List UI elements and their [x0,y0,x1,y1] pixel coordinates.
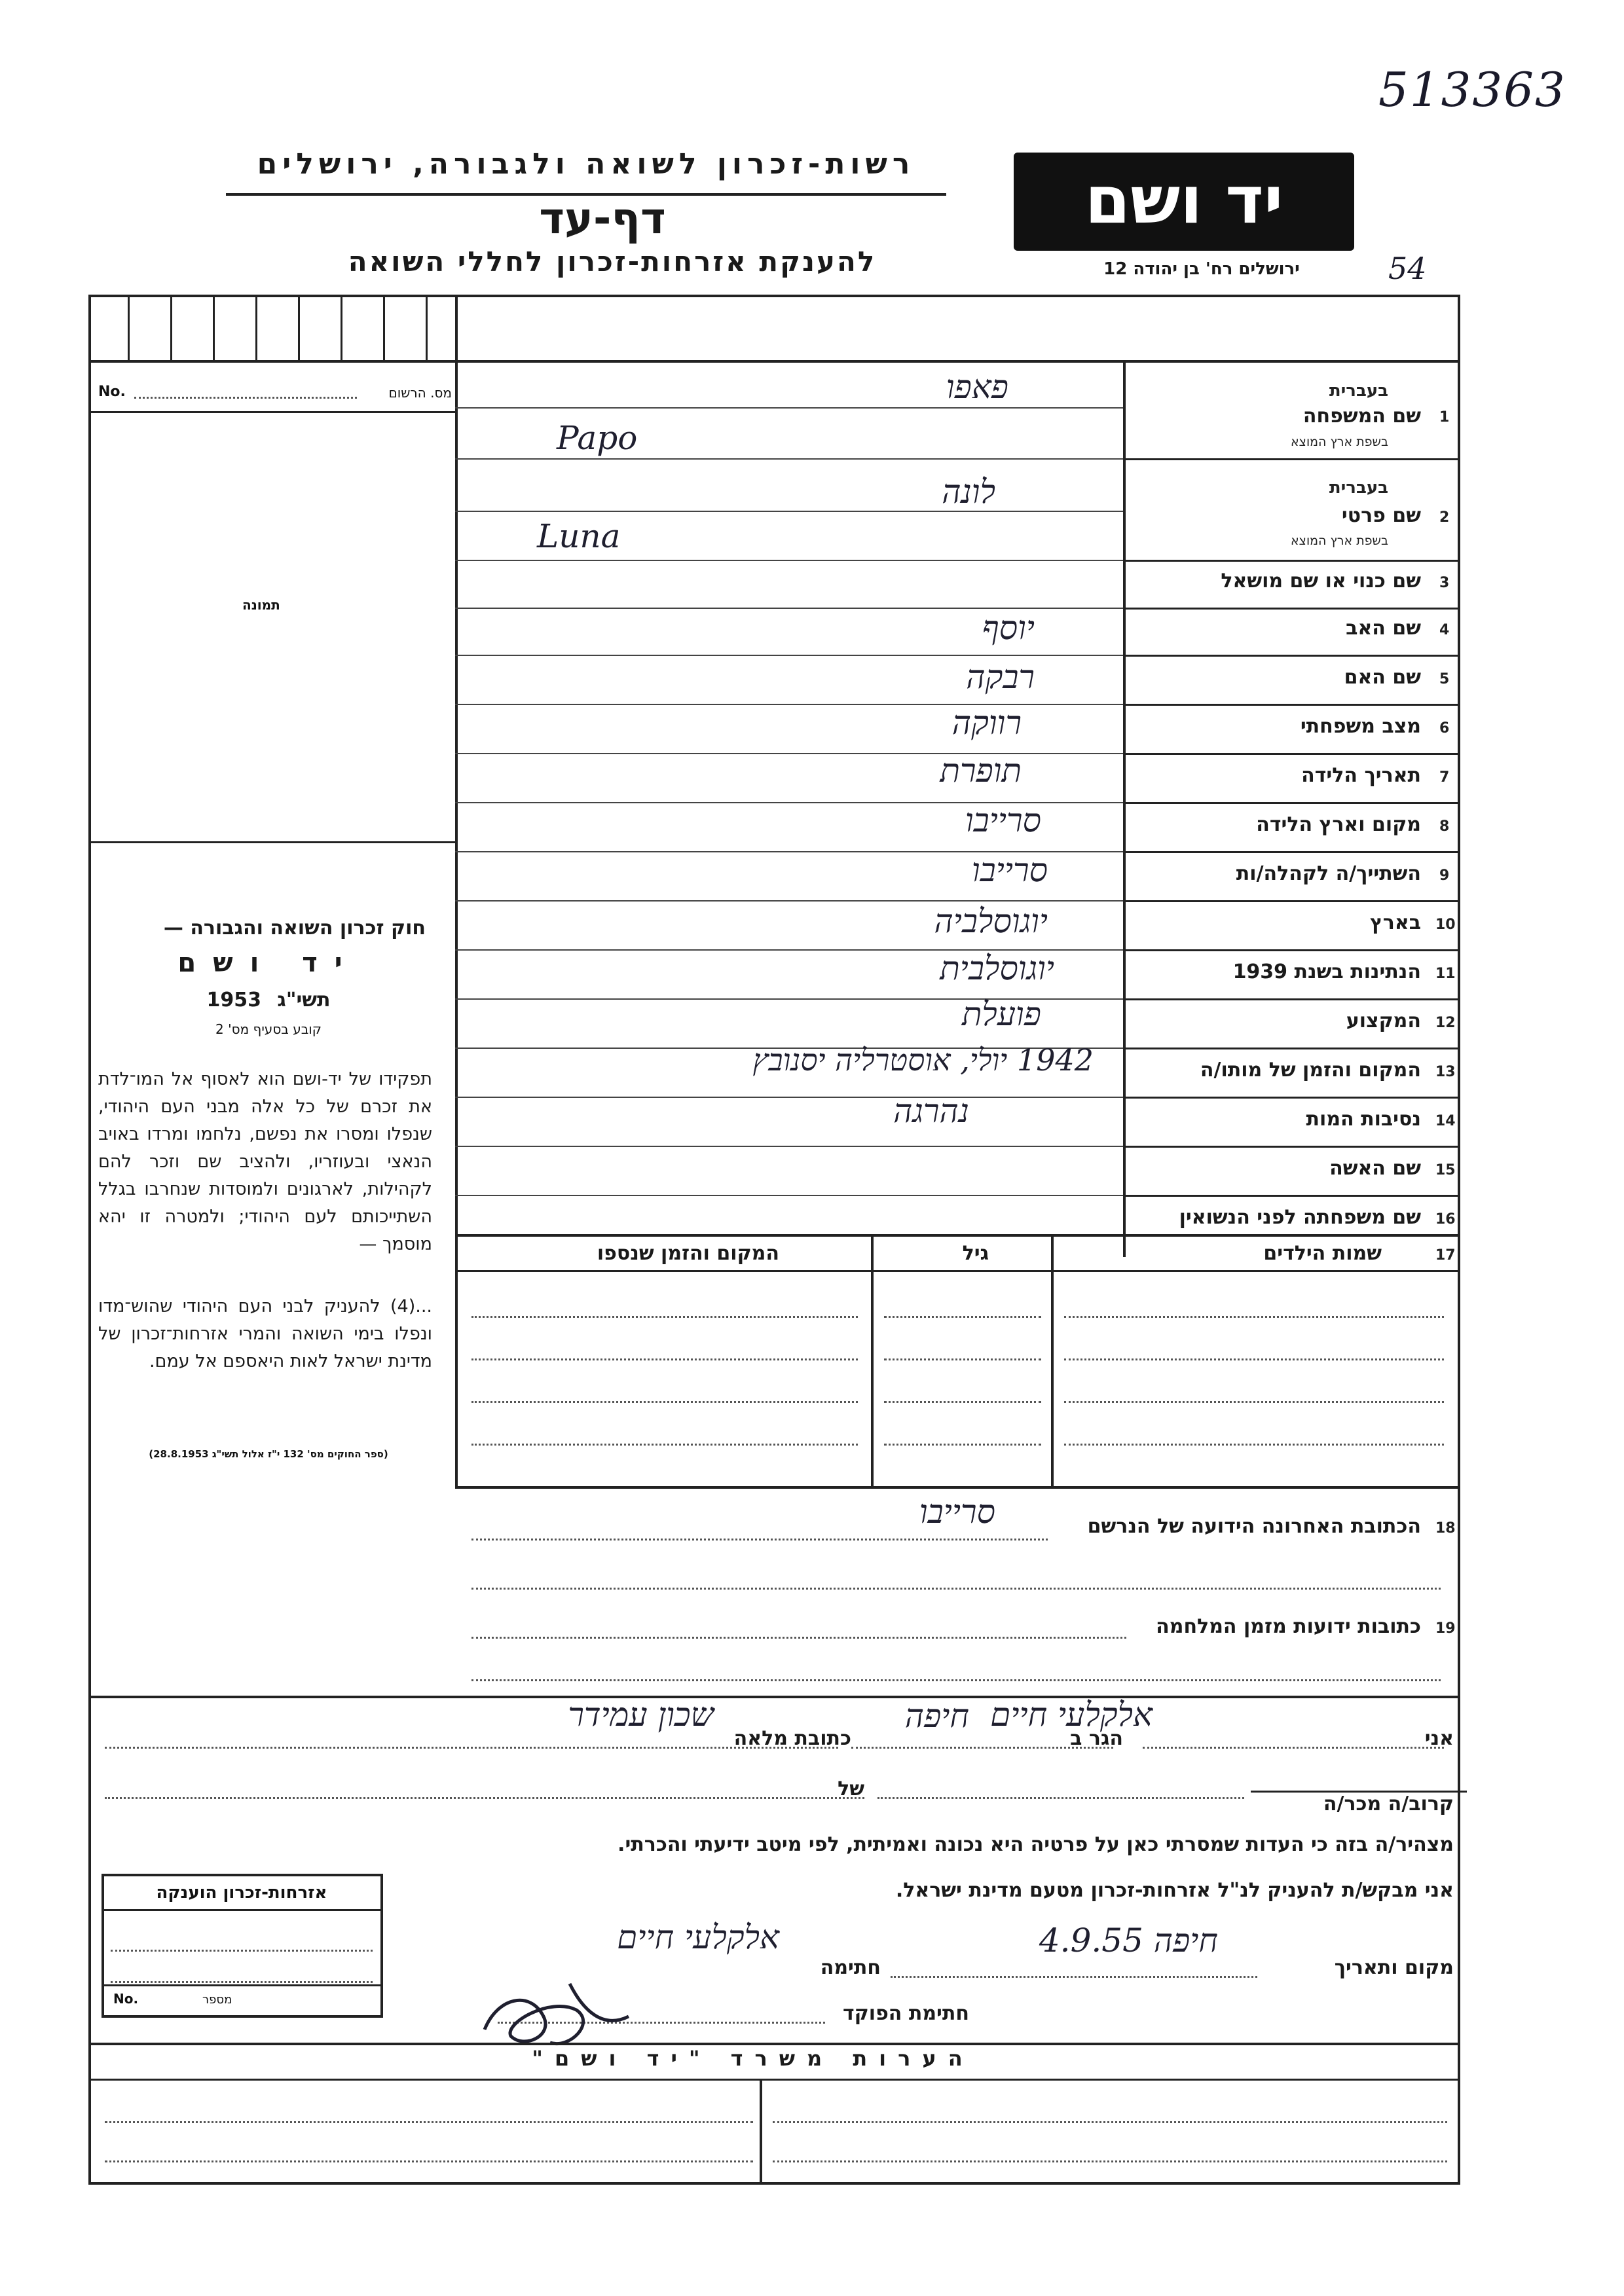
field-11-num: 11 [1435,966,1456,982]
field-17-num: 17 [1435,1247,1456,1264]
field-18-num: 18 [1435,1520,1456,1537]
children-header-place: המקום והזמן שנספו [597,1242,779,1265]
field-8-label: מקום וארץ הלידה [1256,813,1421,836]
decl-signature-label: חתימה [820,1956,881,1979]
field-8-value[interactable]: סרייבו [965,801,1041,839]
field-19-num: 19 [1435,1620,1456,1637]
citizenship-box-title: אזרחות-זכרון הוענקה [156,1883,327,1903]
field-19-label: כתובות ידועות מזמן המלחמה [1156,1615,1421,1638]
field-5-num: 5 [1439,671,1450,687]
field-9-num: 9 [1439,867,1450,884]
children-header-names: שמות הילדים [1263,1242,1382,1265]
form-subtitle: להענקת אזרחות-זכרון לחללי השואה [348,246,877,278]
law-text-2: ...(4) להעניק לבני העם היהודי שהוש־מדו ונפלו בימי השואה והמרי אזרחות־זכרון של מדינת ישראל לאות היאספם אל עמם. [98,1296,432,1372]
field-16-num: 16 [1435,1211,1456,1228]
decl-relative-label: קרוב/ה מכר/ה [1323,1793,1454,1815]
reg-no-row [98,381,452,407]
field-13-num: 13 [1435,1064,1456,1080]
field-11-label: הנתינות בשנת 1939 [1232,960,1421,983]
field-1-sub-heb: בעברית [1329,381,1388,401]
decl-signature[interactable]: אלקלעי חיים [617,1918,779,1956]
field-13-value[interactable]: 1942 יולי, אוסטרליה יסנובץ [752,1042,1094,1078]
field-7-label: תאריך הלידה [1301,764,1421,787]
field-1-value-foreign[interactable]: Papo [557,419,638,457]
decl-place-date[interactable]: חיפה 4.9.55 [1039,1922,1218,1959]
no-label: No. [98,384,126,400]
field-12-value[interactable]: פועלת [961,995,1041,1033]
field-14-value[interactable]: נהרגה [893,1092,969,1130]
remarks-title: הערות משרד "יד ושם" [532,2046,974,2071]
authority-title: רשות-זכרון לשואה ולגבורה, ירושלים [257,147,915,181]
field-6-num: 6 [1439,720,1450,737]
field-8-num: 8 [1439,818,1450,835]
decl-ani: אני [1424,1727,1454,1750]
field-9-label: השתייך/ה לקהלה/ות [1236,862,1421,885]
field-3-num: 3 [1439,575,1450,591]
field-2-sub-heb: בעברית [1329,478,1388,498]
field-2-sub-foreign: בשפת ארץ המוצא [1290,534,1388,548]
field-4-value[interactable]: יוסף [982,609,1035,647]
field-18-value[interactable]: סרייבו [919,1493,995,1531]
field-12-label: המקצוע [1346,1010,1421,1032]
field-1-sub-foreign: בשפת ארץ המוצא [1290,435,1388,449]
law-source: (ספר החוקים מס' 132 י"ז אלול תשי"ג 28.8.1953) [149,1448,388,1460]
field-10-num: 10 [1435,917,1456,933]
field-9-value[interactable]: סרייבו [971,851,1048,889]
citizenship-box [101,1874,383,2018]
address: ירושלים רח' בן יהודה 12 [1103,259,1300,279]
law-text-1: תפקידו של יד-ושם הוא לאסוף אל המו־לדת את זכרם של כל אלה מבני העם היהודי, שנפלו ומסרו את נפשם, נלחמו ומרדו באויב הנאצי ובעוזריו, ולהציב שם וזכר להם לקהילות, לארגונים ולמוסדות שנחרבו בגלל השתייכותם לעם היהודי; ולמטרה זו יהא מוסמך — [98,1069,432,1254]
field-16-label: שם משפחתה לפני הנשואין [1179,1206,1421,1229]
field-1-num: 1 [1439,409,1450,426]
field-1-value-heb[interactable]: פאפו [946,368,1008,406]
law-year-row [98,989,439,1011]
field-11-value[interactable]: יוגוסלבית [940,949,1054,987]
field-7-num: 7 [1439,769,1450,786]
decl-full-address[interactable]: שכון עמידר [568,1696,714,1734]
citizenship-box-number-label: מספר [202,1993,232,2007]
law-name: יד ושם [177,948,360,978]
field-5-label: שם האם [1344,666,1421,689]
law-year-heb: תשי"ג [277,989,331,1011]
field-10-label: בארץ [1369,911,1421,934]
archive-number: 513363 [1378,62,1566,117]
field-3-label: שם כנוי או שם מושאל [1221,570,1421,592]
field-10-value[interactable]: יוגוסלביה [934,902,1048,940]
field-13-label: המקום והזמן של מותו/ה [1200,1059,1421,1082]
logo-text: יד ושם [1084,162,1283,238]
decl-name[interactable]: אלקלעי חיים [990,1696,1153,1734]
field-1-label: שם המשפחה [1302,405,1421,428]
field-4-label: שם האב [1346,617,1421,640]
decl-resident-of: הגר ב [1070,1727,1123,1750]
field-6-value[interactable]: רווקה [951,704,1022,742]
decl-full-address-label: כתובת מלאה [733,1727,851,1750]
decl-city[interactable]: חיפה [904,1697,969,1735]
field-15-label: שם האשה [1329,1157,1421,1180]
form-title: דף-עד [539,193,666,244]
field-6-label: מצב משפחתי [1300,715,1421,738]
field-4-num: 4 [1439,622,1450,638]
field-7-value[interactable]: תופרת [940,752,1022,790]
decl-statement-1: מצהיר/ה בזה כי העדות שמסרתי כאן על פרטיה היא נכונה ואמיתית, לפי מיטב ידיעתי והכרתי. [618,1833,1454,1856]
yad-vashem-logo [1014,153,1354,251]
decl-of-label: של [838,1777,864,1800]
law-ref: קובע בסעיף מס' 2 [215,1021,322,1037]
official-sig-label: חתימת הפוקד [843,2002,969,2025]
decl-statement-2: אני מבקש/ת להעניק לנ"ל אזרחות-זכרון מטעם מדינת ישראל. [895,1879,1454,1902]
field-18-label: הכתובת האחרונה הידועה של הנרשם [1087,1515,1421,1538]
page-number: 54 [1388,251,1427,286]
field-2-value-heb[interactable]: לונה [942,473,995,511]
photo-label: תמונה [242,597,280,613]
field-2-label: שם פרטי [1341,504,1421,527]
citizenship-box-no: No. [113,1991,139,2007]
field-2-num: 2 [1439,509,1450,526]
field-2-value-foreign[interactable]: Luna [537,517,621,555]
field-14-num: 14 [1435,1113,1456,1129]
field-12-num: 12 [1435,1015,1456,1031]
field-15-num: 15 [1435,1162,1456,1178]
law-title: חוק זכרון השואה והגבורה — [163,917,426,939]
law-year: 1953 [206,989,261,1011]
field-5-value[interactable]: רבקה [966,658,1035,696]
children-header-age: גיל [962,1242,989,1265]
reg-no-label: מס. הרשום [388,385,452,401]
field-14-label: נסיבות המות [1306,1108,1421,1131]
decl-place-date-label: מקום ותאריך [1334,1956,1454,1979]
